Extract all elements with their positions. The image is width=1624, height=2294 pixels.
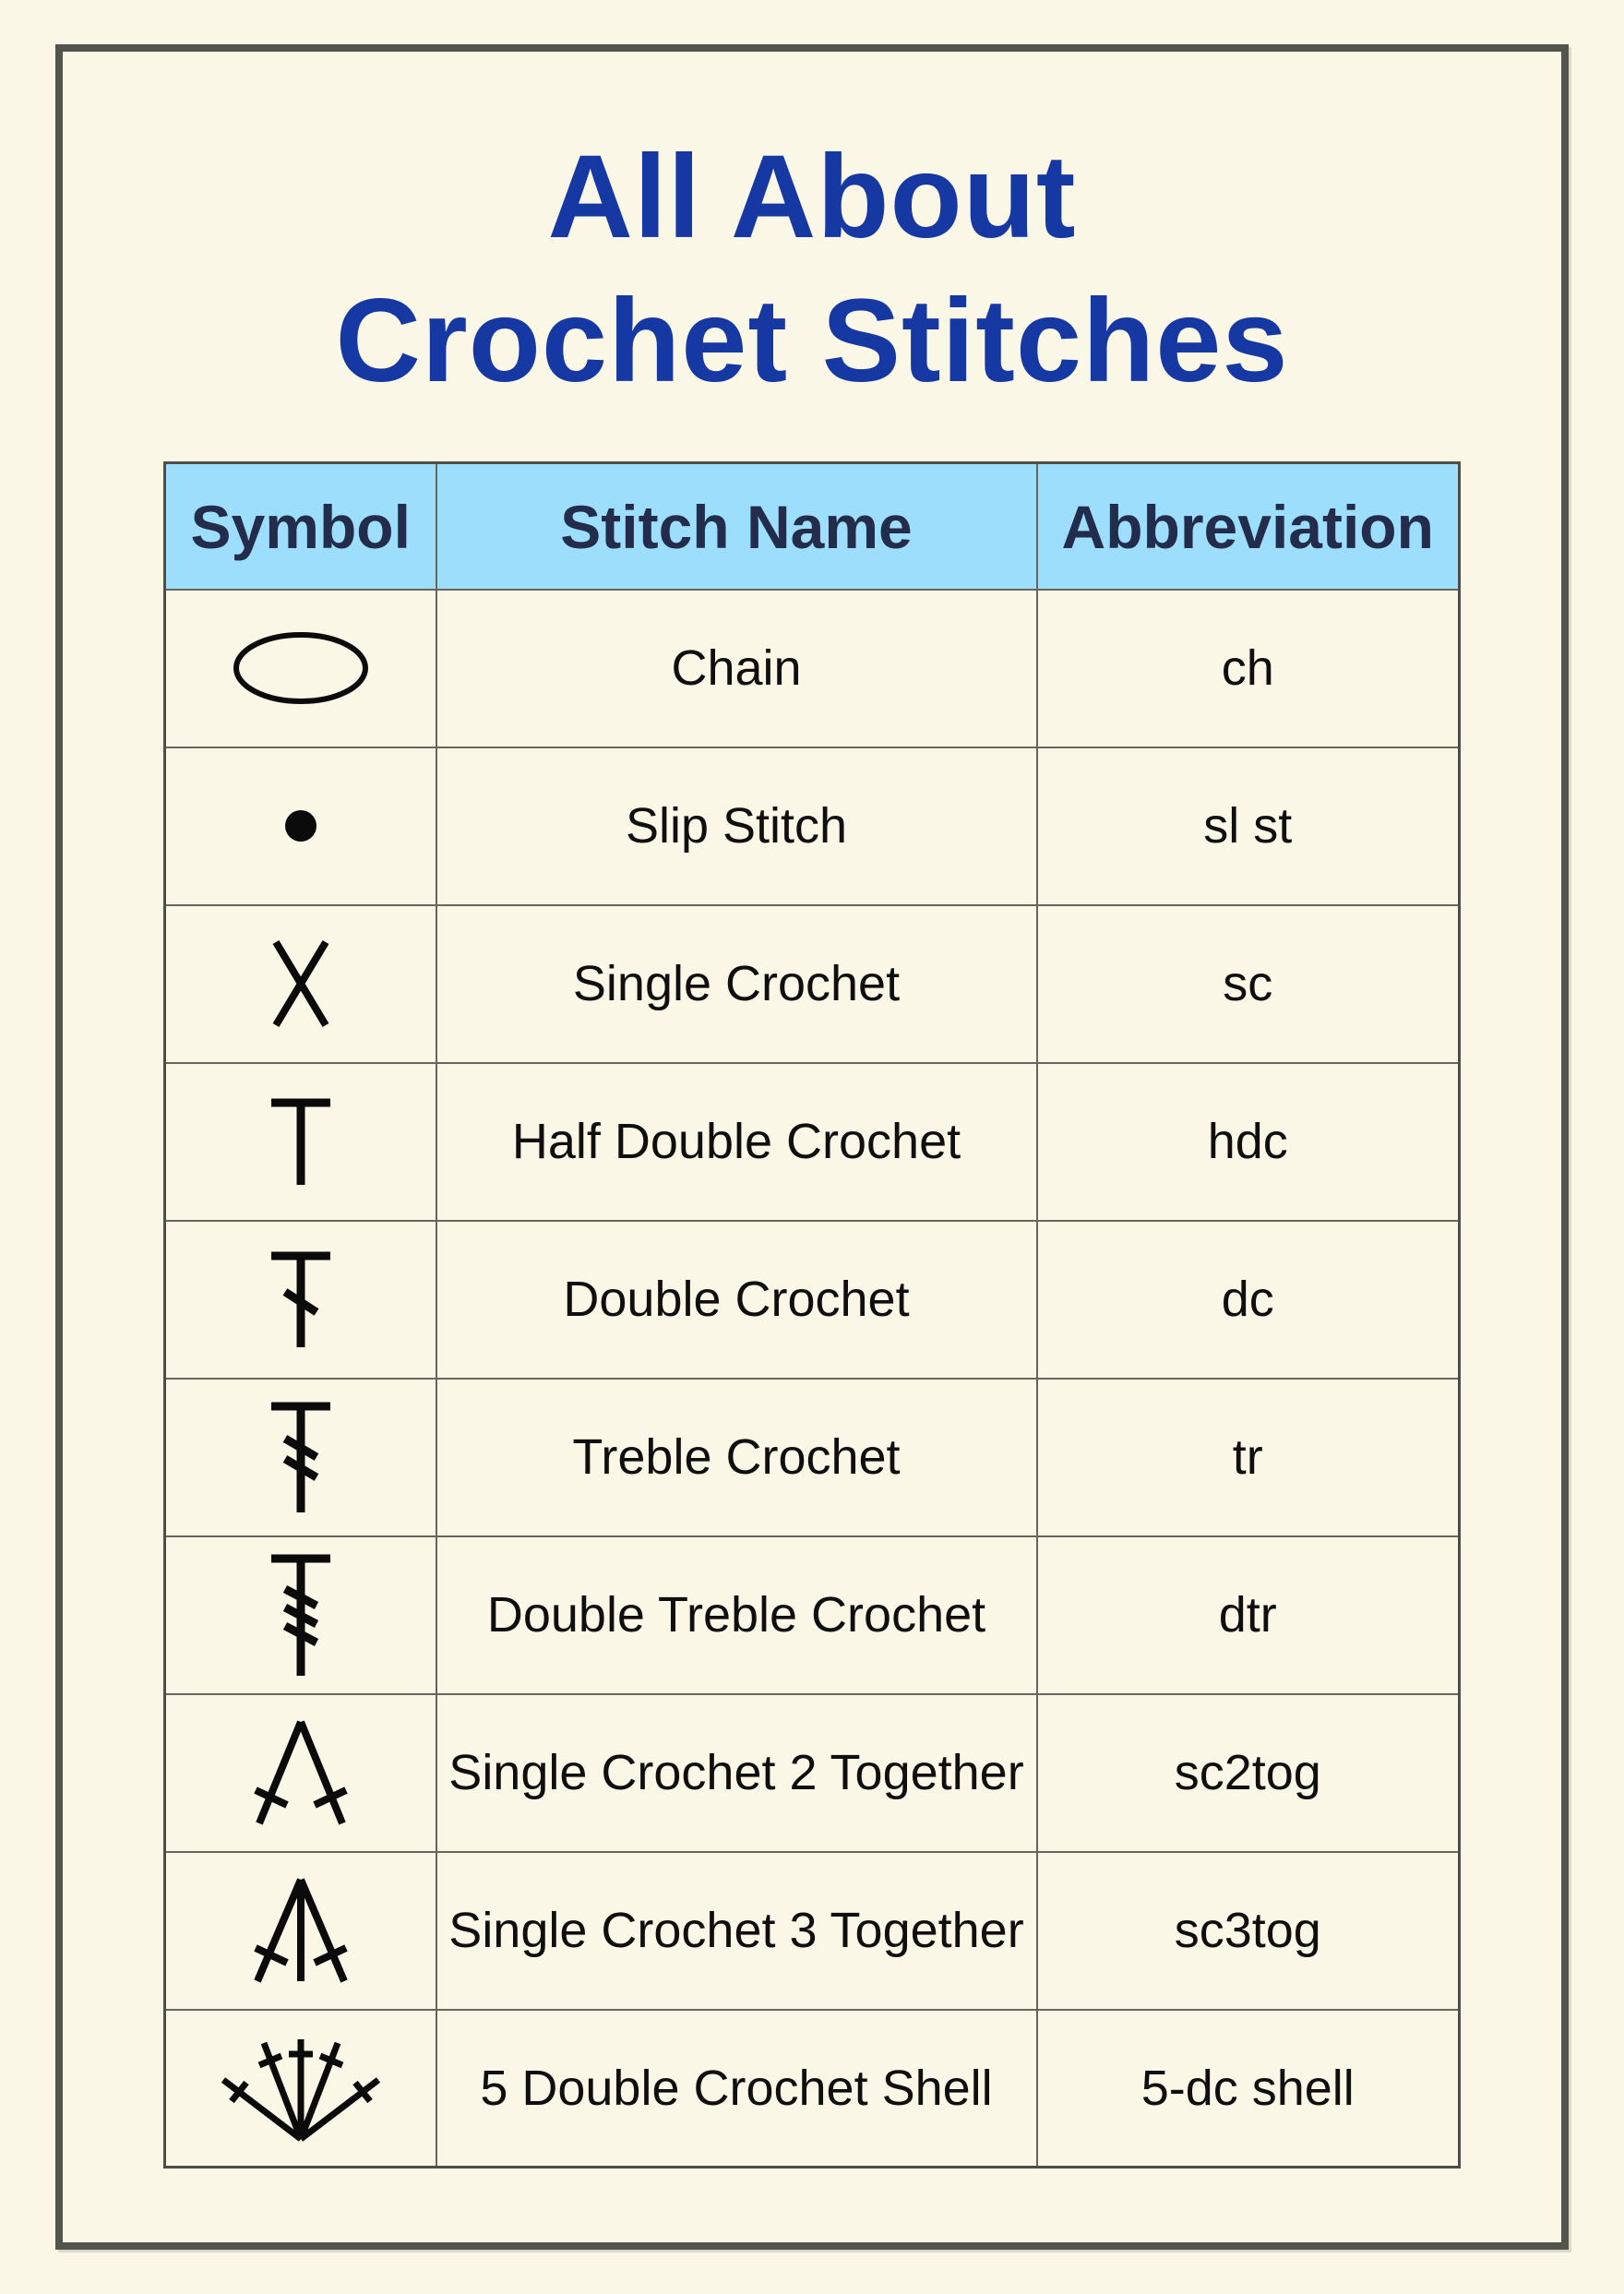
- stitch-name: Double Treble Crochet: [436, 1536, 1037, 1694]
- crochet-stitch-table: [163, 461, 1461, 2169]
- poster-title: [63, 125, 1561, 413]
- double-crochet-symbol-icon: [268, 1292, 334, 1308]
- table-header: [165, 463, 1460, 590]
- table-row: [165, 1536, 1460, 1694]
- table-row: [165, 1063, 1460, 1221]
- table-row: [165, 1379, 1460, 1536]
- table-row: [165, 1694, 1460, 1852]
- table-row: [165, 1852, 1460, 2010]
- table-row: [165, 747, 1460, 905]
- stitch-name: Treble Crochet: [436, 1379, 1037, 1536]
- symbol-cell: [165, 1379, 436, 1536]
- symbol-cell: [165, 1694, 436, 1852]
- stitch-name: Single Crochet: [436, 905, 1037, 1063]
- poster-frame: [55, 44, 1569, 2250]
- stitch-name: Slip Stitch: [436, 747, 1037, 905]
- stitch-abbreviation: hdc: [1037, 1063, 1460, 1221]
- stitch-abbreviation: dc: [1037, 1221, 1460, 1379]
- symbol-cell: [165, 1852, 436, 2010]
- table-row: [165, 1221, 1460, 1379]
- stitch-name: Single Crochet 3 Together: [436, 1852, 1037, 2010]
- stitch-name: Single Crochet 2 Together: [436, 1694, 1037, 1852]
- stitch-abbreviation: dtr: [1037, 1536, 1460, 1694]
- stitch-name: Chain: [436, 590, 1037, 747]
- symbol-cell: [165, 1536, 436, 1694]
- symbol-cell: [165, 747, 436, 905]
- double-treble-crochet-symbol-icon: [268, 1607, 334, 1623]
- title-line-2: Crochet Stitches: [335, 275, 1289, 408]
- chain-symbol-icon: [232, 661, 370, 676]
- five-double-crochet-shell-symbol-icon: [207, 2080, 395, 2096]
- half-double-crochet-symbol-icon: [268, 1134, 334, 1150]
- stitch-abbreviation: ch: [1037, 590, 1460, 747]
- stitch-abbreviation: tr: [1037, 1379, 1460, 1536]
- stitch-name: Double Crochet: [436, 1221, 1037, 1379]
- single-crochet-2-together-symbol-icon: [238, 1765, 364, 1781]
- stitch-abbreviation: sc: [1037, 905, 1460, 1063]
- treble-crochet-symbol-icon: [268, 1450, 334, 1465]
- table-row: [165, 2010, 1460, 2168]
- stitch-name: 5 Double Crochet Shell: [436, 2010, 1037, 2168]
- column-header-stitch-name: Stitch Name: [436, 463, 1037, 590]
- title-line-1: All About: [547, 131, 1077, 263]
- symbol-cell: [165, 905, 436, 1063]
- symbol-cell: [165, 2010, 436, 2168]
- slip-stitch-symbol-icon: [282, 818, 319, 834]
- symbol-cell: [165, 1063, 436, 1221]
- header-row: [165, 463, 1460, 590]
- table-row: [165, 905, 1460, 1063]
- symbol-cell: [165, 1221, 436, 1379]
- stitch-abbreviation: sl st: [1037, 747, 1460, 905]
- column-header-symbol: Symbol: [165, 463, 436, 590]
- stitch-abbreviation: sc3tog: [1037, 1852, 1460, 2010]
- single-crochet-symbol-icon: [268, 976, 334, 992]
- stitch-abbreviation: 5-dc shell: [1037, 2010, 1460, 2168]
- column-header-abbreviation: Abbreviation: [1037, 463, 1460, 590]
- single-crochet-3-together-symbol-icon: [238, 1923, 364, 1939]
- symbol-cell: [165, 590, 436, 747]
- stitch-name: Half Double Crochet: [436, 1063, 1037, 1221]
- table-row: [165, 590, 1460, 747]
- stitch-abbreviation: sc2tog: [1037, 1694, 1460, 1852]
